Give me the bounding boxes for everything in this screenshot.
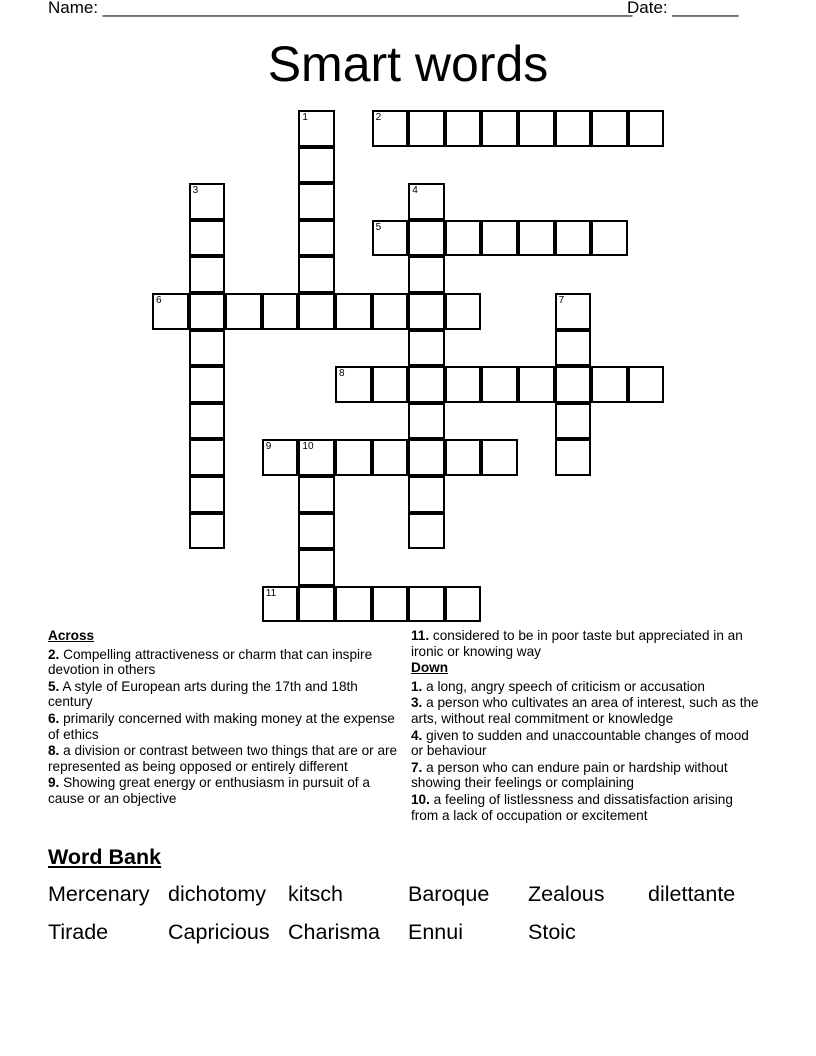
grid-cell[interactable] [225, 293, 262, 330]
clue-item [48, 679, 398, 710]
clue-item-number: 7. [411, 759, 423, 775]
clue-item-number: 11. [411, 628, 430, 643]
word-bank-word: dilettante [648, 882, 736, 906]
down-heading: Down [411, 660, 448, 676]
grid-cell[interactable] [335, 439, 372, 476]
grid-cell[interactable] [372, 293, 409, 330]
clue-number: 1 [302, 112, 308, 123]
grid-cell[interactable] [298, 110, 335, 147]
clue-item-text: a division or contrast between two things that are or are represented as being opposed or entirely different [48, 743, 398, 774]
clue-item-text: a person who cultivates an area of interest, such as the arts, without real commitment or knowledge [411, 695, 759, 726]
clue-item-text: primarily concerned with making money at the expense of ethics [48, 710, 395, 742]
grid-cell[interactable] [298, 147, 335, 184]
clue-number: 9 [265, 441, 272, 453]
grid-cell[interactable] [189, 293, 226, 330]
grid-cell[interactable] [189, 220, 226, 257]
grid-cell[interactable] [372, 220, 409, 257]
clue-number: 10 [302, 441, 314, 453]
grid-cell[interactable] [408, 586, 445, 623]
grid-cell[interactable] [152, 293, 189, 330]
grid-cell[interactable] [189, 183, 226, 220]
clue-number: 2 [375, 112, 382, 123]
clue-item-number: 5. [48, 678, 60, 694]
grid-cell[interactable] [555, 403, 592, 440]
grid-cell[interactable] [372, 110, 409, 147]
word-bank-word: kitsch [288, 882, 343, 906]
grid-cell[interactable] [262, 439, 299, 476]
grid-cell[interactable] [408, 403, 445, 440]
word-bank-word: Charisma [288, 920, 380, 944]
clue-item-text: considered to be in poor taste but appreciated in an ironic or knowing way [411, 628, 743, 659]
grid-cell[interactable] [189, 439, 226, 476]
grid-cell[interactable] [591, 366, 628, 403]
clue-item-text: a long, angry speech of criticism or accusation [422, 678, 705, 694]
clue-item-number: 3. [411, 695, 423, 711]
grid-cell[interactable] [298, 476, 335, 513]
across-clue-list [48, 647, 398, 807]
grid-cell[interactable] [628, 366, 665, 403]
word-bank-word: Stoic [528, 920, 576, 944]
grid-cell[interactable] [335, 586, 372, 623]
clue-item-text: Compelling attractiveness or charm that can inspire devotion in others [48, 646, 373, 678]
across-clue-list-continued [411, 628, 761, 659]
date-field-label: Date: _______ [627, 0, 739, 17]
clue-item [48, 711, 398, 742]
clue-item-number: 8. [48, 743, 60, 759]
grid-cell[interactable] [445, 220, 482, 257]
grid-cell[interactable] [408, 110, 445, 147]
grid-cell[interactable] [298, 586, 335, 623]
grid-cell[interactable] [518, 366, 555, 403]
grid-cell[interactable] [628, 110, 665, 147]
clue-item-text: Showing great energy or enthusiasm in pursuit of a cause or an objective [48, 775, 370, 806]
clue-item-number: 6. [48, 710, 60, 726]
grid-cell[interactable] [481, 366, 518, 403]
grid-cell[interactable] [408, 366, 445, 403]
grid-cell[interactable] [445, 586, 482, 623]
grid-cell[interactable] [298, 256, 335, 293]
grid-cell[interactable] [262, 586, 299, 623]
clue-item [411, 628, 761, 659]
clue-item-number: 10. [411, 791, 430, 807]
grid-cell[interactable] [555, 330, 592, 367]
clue-item [411, 695, 761, 726]
clues-left-column [48, 628, 398, 808]
grid-cell[interactable] [555, 439, 592, 476]
grid-cell[interactable] [335, 293, 372, 330]
clue-number: 5 [375, 221, 382, 233]
word-bank-word: Ennui [408, 920, 463, 944]
clue-number: 6 [156, 295, 162, 306]
grid-cell[interactable] [262, 293, 299, 330]
grid-cell[interactable] [408, 220, 445, 257]
grid-cell[interactable] [408, 183, 445, 220]
clue-number: 3 [192, 185, 199, 197]
word-bank-word: Mercenary [48, 882, 150, 906]
clue-item-text: a feeling of listlessness and dissatisfaction arising from a lack of occupation or excitement [411, 791, 733, 823]
puzzle-title: Smart words [267, 36, 549, 92]
clue-item-number: 1. [411, 678, 423, 694]
grid-cell[interactable] [518, 220, 555, 257]
grid-cell[interactable] [445, 366, 482, 403]
clue-item-text: given to sudden and unaccountable changes of mood or behaviour [411, 727, 749, 759]
clue-number: 11 [265, 587, 277, 599]
clue-number: 8 [339, 368, 345, 380]
grid-cell[interactable] [372, 439, 409, 476]
clue-item-number: 9. [48, 775, 60, 791]
grid-cell[interactable] [189, 513, 226, 550]
across-heading: Across [48, 628, 95, 643]
clue-item-number: 4. [411, 727, 423, 743]
word-bank-word: dichotomy [168, 882, 266, 906]
grid-cell[interactable] [408, 330, 445, 367]
name-field-label: Name: ________________________________________________________ [48, 0, 633, 17]
clue-item [48, 775, 398, 806]
word-bank-word: Capricious [168, 920, 270, 944]
grid-cell[interactable] [298, 439, 335, 476]
grid-cell[interactable] [189, 366, 226, 403]
clue-item-text: a person who can endure pain or hardship without showing their feelings or complaining [411, 759, 728, 791]
grid-cell[interactable] [335, 366, 372, 403]
grid-cell[interactable] [408, 293, 445, 330]
grid-cell[interactable] [408, 476, 445, 513]
clue-item [411, 728, 761, 759]
grid-cell[interactable] [189, 403, 226, 440]
down-clue-list [411, 679, 761, 823]
grid-cell[interactable] [372, 586, 409, 623]
grid-cell[interactable] [408, 439, 445, 476]
grid-cell[interactable] [298, 183, 335, 220]
grid-cell[interactable] [298, 549, 335, 586]
grid-cell[interactable] [189, 330, 226, 367]
grid-cell[interactable] [591, 220, 628, 257]
grid-cell[interactable] [189, 256, 226, 293]
clue-number: 7 [558, 295, 565, 306]
word-bank-title: Word Bank [48, 845, 162, 869]
clue-item [48, 743, 398, 774]
clue-item-number: 2. [48, 646, 60, 662]
grid-cell[interactable] [298, 220, 335, 257]
grid-cell[interactable] [481, 439, 518, 476]
clue-item [411, 792, 761, 823]
grid-cell[interactable] [555, 366, 592, 403]
grid-cell[interactable] [445, 293, 482, 330]
grid-cell[interactable] [555, 220, 592, 257]
clue-item [411, 760, 761, 791]
grid-cell[interactable] [298, 513, 335, 550]
clue-item-text: A style of European arts during the 17th and 18th century [48, 678, 358, 710]
word-bank-word: Baroque [408, 882, 490, 906]
grid-cell[interactable] [372, 366, 409, 403]
grid-cell[interactable] [408, 513, 445, 550]
grid-cell[interactable] [518, 110, 555, 147]
clue-item [48, 647, 398, 678]
grid-cell[interactable] [481, 110, 518, 147]
grid-cell[interactable] [555, 293, 592, 330]
clue-number: 4 [412, 185, 418, 197]
word-bank-word: Zealous [528, 882, 605, 906]
clue-item [411, 679, 761, 695]
grid-cell[interactable] [189, 476, 226, 513]
word-bank-word: Tirade [48, 920, 109, 944]
grid-cell[interactable] [481, 220, 518, 257]
grid-cell[interactable] [591, 110, 628, 147]
clues-right-column [411, 628, 761, 824]
grid-cell[interactable] [298, 293, 335, 330]
grid-cell[interactable] [445, 110, 482, 147]
grid-cell[interactable] [555, 110, 592, 147]
grid-cell[interactable] [408, 256, 445, 293]
grid-cell[interactable] [445, 439, 482, 476]
